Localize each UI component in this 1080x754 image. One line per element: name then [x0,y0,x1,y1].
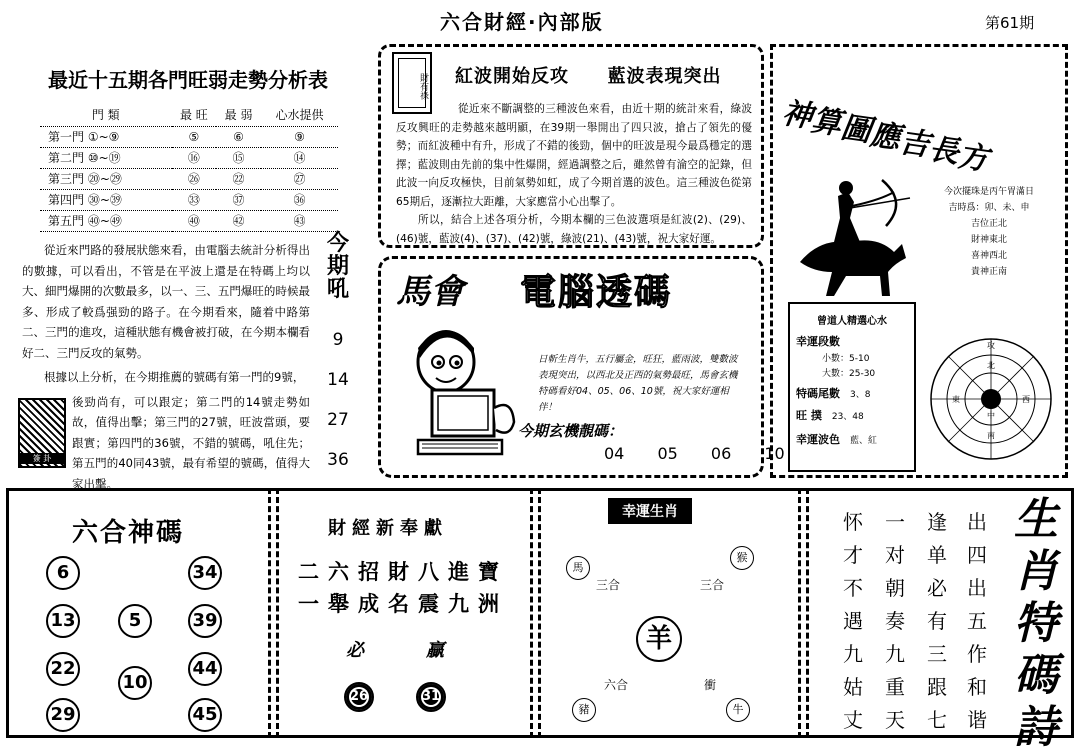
shenma-title: 六合神碼 [72,518,185,548]
shenma-number: 29 [46,698,80,732]
range-start: ⑳ [87,172,100,186]
row-label: 第三門 [48,172,85,186]
shenma-number: 10 [118,666,152,700]
divider [268,488,271,738]
shenma-number: 5 [118,604,152,638]
shenma-number: 39 [188,604,222,638]
strong-cell: ㊵ [172,210,217,231]
shenma-number: 34 [188,556,222,590]
poem-column: 逢 单 必 有 三 跟 七 [927,510,947,732]
analysis-paragraph: 從近來門路的發展狀態來看，由電腦去統計分析得出的數據，可以看出，不管是在平波上還是在特碼上均以大、細門爆開的次數最多，以一、三、五門爆旺的時候最多、形成了較爲强勁的路子。在今期看來，隨着中路第二、三門的進攻，這種狀態有機會被打破，在今期本欄看好二、三門反攻的氣勢。 [22,243,310,360]
zodiac-horse: 馬 [566,556,590,580]
fortune-line: 喜神西北 [970,251,1007,261]
jinqi-number: 27 [327,410,349,430]
weak-cell: ⑥ [216,126,261,147]
range-end: ㊾ [109,214,122,228]
divider [276,488,279,738]
today-label: 今期玄機靚碼： [518,422,624,440]
col-header: 門 類 [40,104,172,126]
table-row: 第五門 ㊵~㊾ ㊵ ㊷ ㊸ [40,210,338,231]
publication-title: 六合財經·內部版 [440,10,604,34]
color-value: 藍、紅 [850,436,878,446]
tail-label: 特碼尾數 [796,387,840,400]
col-header: 最 旺 [172,104,217,126]
range-start: ① [87,130,99,144]
fortune-line: 吉位正北 [970,219,1007,229]
computer-number: 05 [657,444,678,463]
shenma-number: 22 [46,652,80,686]
table-row: 第一門 ①~⑨ ⑤ ⑥ ⑨ [40,126,338,147]
jinqi-label: 今 期 吼 [326,231,349,302]
tip-cell: ㊱ [261,189,338,210]
zodiac-pig: 豬 [572,698,596,722]
divider [538,488,541,738]
row-label: 第一門 [48,130,85,144]
zodiac-poem-title: 生 肖 特 碼 詩 [1014,494,1058,753]
must-win-ball: 26 [344,682,374,712]
news-headline [455,62,722,88]
range-end: ⑲ [108,151,121,165]
strong-cell: ㉝ [172,189,217,210]
zodiac-monkey: 猴 [730,546,754,570]
tip-cell: ⑭ [261,147,338,168]
col-header: 最 弱 [216,104,261,126]
divider [806,488,809,738]
tip-cell: ㊸ [261,210,338,231]
fortune-line: 財神東北 [970,235,1007,245]
compass-label: 南 [987,431,995,440]
row-label: 第四門 [48,193,85,207]
row-label: 第五門 [48,214,85,228]
must-win-ball: 31 [416,682,446,712]
tip-cell: ⑨ [261,126,338,147]
computer-blurb: 日斬生肖牛，五行屬金，旺狂，藍雨波，雙數波表現突出，以西北及正西的氣勢最旺，馬會玄機特碼看好04、05、06、10號，祝大家好運相伴！ [538,354,738,413]
caijing-line: 一舉成名震九洲 [298,592,508,616]
color-label: 幸運波色 [796,433,840,446]
divider [798,488,801,738]
computer-number: 06 [710,444,732,463]
jinqi-number: 9 [332,330,344,350]
analysis-paragraph: 後勁尚有，可以跟定；第二門的14號走勢如故，值得出擊；第三門的27號，旺波當頭，要跟實；第四門的36號，不錯的號碼，吼住先；第五門的40同43號，最有希望的號碼，值得大家出擊。 [72,394,310,491]
deity-caption: 簽 卦 [20,453,64,464]
compass-label: 東 [952,395,960,404]
compass-label: 北 [987,361,995,370]
strong-cell: ⑤ [172,126,217,147]
table-row: 第三門 ⑳~㉙ ㉖ ㉒ ㉗ [40,168,338,189]
fortune-line: 吉時爲：卯、未、申 [948,203,1030,213]
range-start: ㊵ [87,214,100,228]
range-end: ㉙ [109,172,122,186]
relation-liuhe: 六合 [604,678,629,692]
computer-number: 10 [764,444,785,463]
weak-cell: ㉒ [216,168,261,189]
poem-column: 一 对 朝 奏 九 重 天 [885,510,905,732]
relation-sanhe-left: 三合 [596,578,621,592]
analysis-paragraph: 根據以上分析，在今期推薦的號碼有第一門的9號， [44,370,305,384]
strong-cell: ㉖ [172,168,217,189]
archer-rider-illustration [790,172,918,300]
tail-value: 3、8 [850,390,871,400]
fortune-info [924,184,1054,280]
bi-character: 必 [346,640,364,661]
horse-club-logo: 馬會 [396,272,464,312]
headline-left: 紅波開始反攻 [455,66,569,87]
wang-label: 旺 撲 [796,409,822,422]
range-end: ㊴ [109,193,122,207]
poem-column: 出 四 出 五 作 和 谐 [967,510,987,732]
strong-cell: ⑯ [172,147,217,168]
news-body [396,100,752,248]
caijing-title: 財經新奉獻 [328,518,448,539]
wang-value: 23、48 [831,412,864,422]
weak-cell: ㊷ [216,210,261,231]
zodiac-center-sheep: 羊 [636,616,682,662]
computer-title: 電腦透碼 [520,271,673,313]
trend-table-header [40,104,338,126]
relation-sanhe-right: 三合 [700,578,725,592]
table-row: 第四門 ㉚~㊴ ㉝ ㊲ ㊱ [40,189,338,210]
row-label: 第二門 [48,151,85,165]
weak-cell: ⑮ [216,147,261,168]
computer-mascot-illustration [398,318,526,466]
zodiac-ox: 牛 [726,698,750,722]
table-row: 第二門 ⑩~⑲ ⑯ ⑮ ⑭ [40,147,338,168]
relation-chong: 衝 [704,678,717,692]
shenma-number: 6 [46,556,80,590]
deity-illustration [18,398,66,468]
divider [530,488,533,738]
analysis-title: 最近十五期各門旺弱走勢分析表 [48,68,328,92]
shenma-number: 44 [188,652,222,686]
compass-label: 中 [987,411,995,420]
range-start: ㉚ [87,193,100,207]
fortune-line: 貴神正南 [970,267,1007,277]
news-paragraph: 所以，結合上述各項分析，今期本欄的三色波選項是紅波(2)、(29)、(46)號，藍波(4)、(37)、(42)號，綠波(21)、(43)號，祝大家好運。 [396,214,752,245]
divination-title: 神算圖應吉長方 [780,95,991,178]
range-start: ⑩ [87,151,99,165]
shenma-number: 45 [188,698,222,732]
poem-column: 怀 才 不 遇 九 姑 丈 [843,510,863,732]
caijing-line: 二六招財八進寶 [298,560,508,584]
seal-text: 財有祿 [418,72,428,100]
shenma-number: 13 [46,604,80,638]
lucky-zodiac-title: 幸運生肖 [608,498,692,524]
issue-number: 第61期 [985,14,1035,32]
range-end: ⑨ [108,130,120,144]
news-paragraph: 從近來不斷調整的三種波色來看，由近十期的統計來看，綠波反攻興旺的走勢越來越明顯，在39期一舉開出了四只波，搶占了領先的優勢；而紅波種中有升，形成了不錯的後勁，個中的旺波是現今最爲穩定的選擇；藍波則由先前的集中性爆開，經過調整之后，雖然曾有淪空的記錄，但此波一向反攻極快，目前氣勢如虹，成了今期首選的波色。這三種波色從第65期后，逐漸拉大距離，大家應當小心出擊了。 [396,103,752,208]
jinqi-number: 14 [327,370,349,390]
jinqi-number: 36 [327,450,349,470]
luck-small-range: 小數：5-10 [822,354,870,364]
luck-title: 曾道人精選心水 [817,316,887,327]
tip-cell: ㉗ [261,168,338,189]
compass-label: 西 [1022,395,1030,404]
col-header: 心水提供 [261,104,338,126]
ying-character: 贏 [426,640,444,661]
compass-wheel-illustration [926,334,1056,464]
computer-number: 04 [604,444,625,463]
trend-table [40,104,338,232]
headline-right: 藍波表現突出 [607,66,722,87]
luck-section-label: 幸運段數 [796,335,840,348]
weak-cell: ㊲ [216,189,261,210]
fortune-line: 今次擺珠是丙午胃滿日 [943,187,1034,197]
luck-large-range: 大數：25-30 [822,369,876,379]
compass-label: 攻 [987,341,995,350]
luck-box [788,302,916,472]
